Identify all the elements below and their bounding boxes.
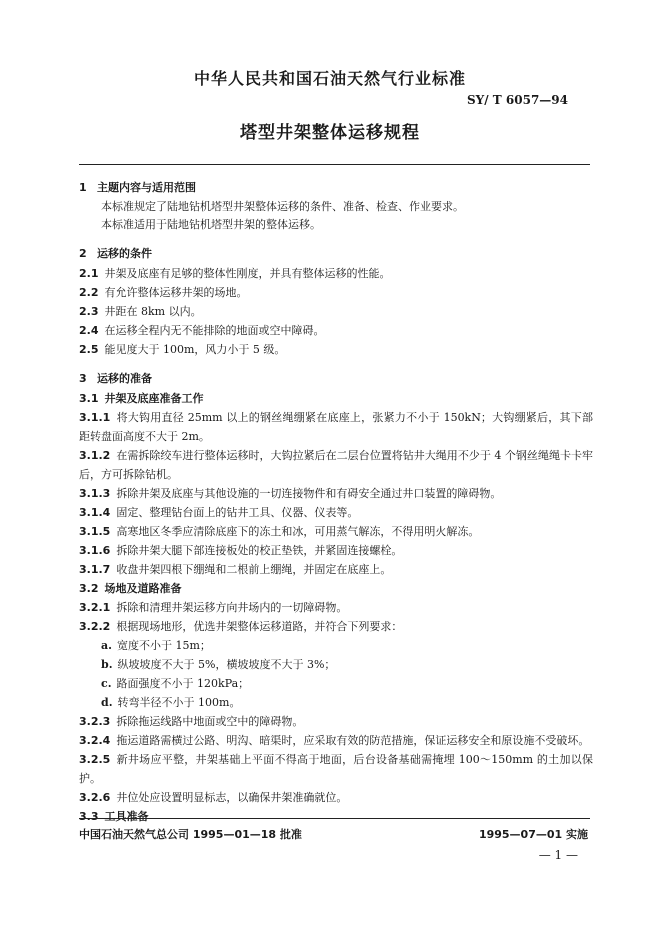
clause-text: 将大钩用直径 25mm 以上的钢丝绳绷紧在底座上，张紧力不小于 150kN；大钩绷紧后，其下部距转盘面高度不大于 2m。 [79,411,593,443]
subsection-heading [79,579,593,598]
list-item [79,674,593,693]
clause [79,541,593,560]
standard-title: 中华人民共和国石油天然气行业标准 [193,69,466,88]
section-heading [79,178,593,198]
clause [79,750,593,788]
clause-number: 3.2.4 [79,734,111,747]
subsection-number: 3.3 [79,810,99,823]
section-heading [79,244,593,264]
clause [79,302,593,321]
list-text: 纵坡坡度不大于 5%，横坡坡度不大于 3%； [117,658,336,671]
subsection-number: 3.1 [79,392,99,405]
clause [79,484,593,503]
clause [79,522,593,541]
clause-number: 3.2.6 [79,791,111,804]
paragraph: 本标准适用于陆地钻机塔型井架的整体运移。 [101,218,321,231]
clause [79,408,593,446]
standard-code: SY/ T 6057—94 [467,93,568,107]
subsection-title: 场地及道路准备 [104,582,182,595]
clause-text: 拆除井架大腿下部连接板处的校正垫铁，并紧固连接螺栓。 [116,544,403,557]
clause-text: 井架及底座有足够的整体性刚度，并具有整体运移的性能。 [104,267,391,280]
clause-text: 拖运道路需横过公路、明沟、暗渠时，应采取有效的防范措施，保证运移安全和原设施不受破坏。 [116,734,590,747]
list-text: 转弯半径不小于 100m。 [117,696,241,709]
clause-number: 3.2.1 [79,601,111,614]
clause-text: 固定、整理钻台面上的钻井工具、仪器、仪表等。 [116,506,359,519]
document-title: 塔型井架整体运移规程 [240,123,420,143]
clause-number: 3.1.5 [79,525,111,538]
clause-text: 新井场应平整，井架基础上平面不得高于地面，后台设备基础需掩埋 100～150mm 的土加以保护。 [79,753,593,785]
clause-text: 井位处应设置明显标志，以确保井架准确就位。 [116,791,348,804]
section-title: 运移的条件 [97,247,152,260]
clause-number: 2.2 [79,286,99,299]
clause-number: 3.1.6 [79,544,111,557]
clause-text: 拆除拖运线路中地面或空中的障碍物。 [116,715,304,728]
list-label: c. [101,677,112,690]
section-number: 3 [79,372,87,385]
section-heading [79,369,593,389]
list-text: 宽度不小于 15m； [116,639,211,652]
approval-note: 中国石油天然气总公司 1995—01—18 批准 [79,828,302,841]
page-number: — 1 — [538,848,578,862]
clause [79,264,593,283]
clause-number: 3.1.7 [79,563,111,576]
clause-number: 3.1.2 [79,449,111,462]
list-item [79,636,593,655]
clause-number: 3.2.2 [79,620,111,633]
effective-date: 1995—07—01 实施 [478,828,588,841]
clause [79,788,593,807]
list-item [79,693,593,712]
clause [79,503,593,522]
document-body [79,178,593,826]
list-label: d. [101,696,113,709]
clause [79,446,593,484]
list-item [79,655,593,674]
subsection-title: 井架及底座准备工作 [104,392,204,405]
section-title: 运移的准备 [97,372,152,385]
paragraph: 本标准规定了陆地钻机塔型井架整体运移的条件、准备、检查、作业要求。 [101,200,464,213]
clause-number: 2.4 [79,324,99,337]
clause-number: 2.5 [79,343,99,356]
clause-number: 3.1.3 [79,487,111,500]
clause-text: 能见度大于 100m，风力小于 5 级。 [104,343,286,356]
footer-divider [79,818,590,819]
list-label: b. [101,658,113,671]
clause-text: 在运移全程内无不能排除的地面或空中障碍。 [104,324,325,337]
clause [79,560,593,579]
subsection-heading [79,807,593,826]
clause-text: 拆除和清理井架运移方向井场内的一切障碍物。 [116,601,348,614]
clause [79,321,593,340]
list-label: a. [101,639,112,652]
clause [79,283,593,302]
clause [79,340,593,359]
section-number: 1 [79,181,87,194]
clause-text: 高寒地区冬季应清除底座下的冻土和冰，可用蒸气解冻，不得用明火解冻。 [116,525,480,538]
clause-text: 在需拆除绞车进行整体运移时，大钩拉紧后在二层台位置将钻井大绳用不少于 4 个钢丝绳绳卡卡牢后，方可拆除钻机。 [79,449,593,481]
clause-text: 井距在 8km 以内。 [104,305,202,318]
clause-number: 3.2.5 [79,753,111,766]
clause-number: 2.1 [79,267,99,280]
section-title: 主题内容与适用范围 [97,181,196,194]
clause-text: 拆除井架及底座与其他设施的一切连接物件和有碍安全通过井口装置的障碍物。 [116,487,502,500]
subsection-number: 3.2 [79,582,99,595]
clause-number: 3.2.3 [79,715,111,728]
clause-text: 有允许整体运移井架的场地。 [104,286,248,299]
subsection-heading [79,389,593,408]
clause-text: 收盘井架四根下绷绳和二根前上绷绳，并固定在底座上。 [116,563,392,576]
header-divider [79,164,590,165]
clause [79,598,593,617]
clause [79,617,593,636]
clause [79,731,593,750]
clause [79,712,593,731]
clause-number: 2.3 [79,305,99,318]
list-text: 路面强度不小于 120kPa； [116,677,250,690]
subsection-title: 工具准备 [104,810,149,823]
clause-number: 3.1.4 [79,506,111,519]
section-number: 2 [79,247,87,260]
clause-number: 3.1.1 [79,411,111,424]
clause-text: 根据现场地形，优选井架整体运移道路，并符合下列要求： [116,620,403,633]
